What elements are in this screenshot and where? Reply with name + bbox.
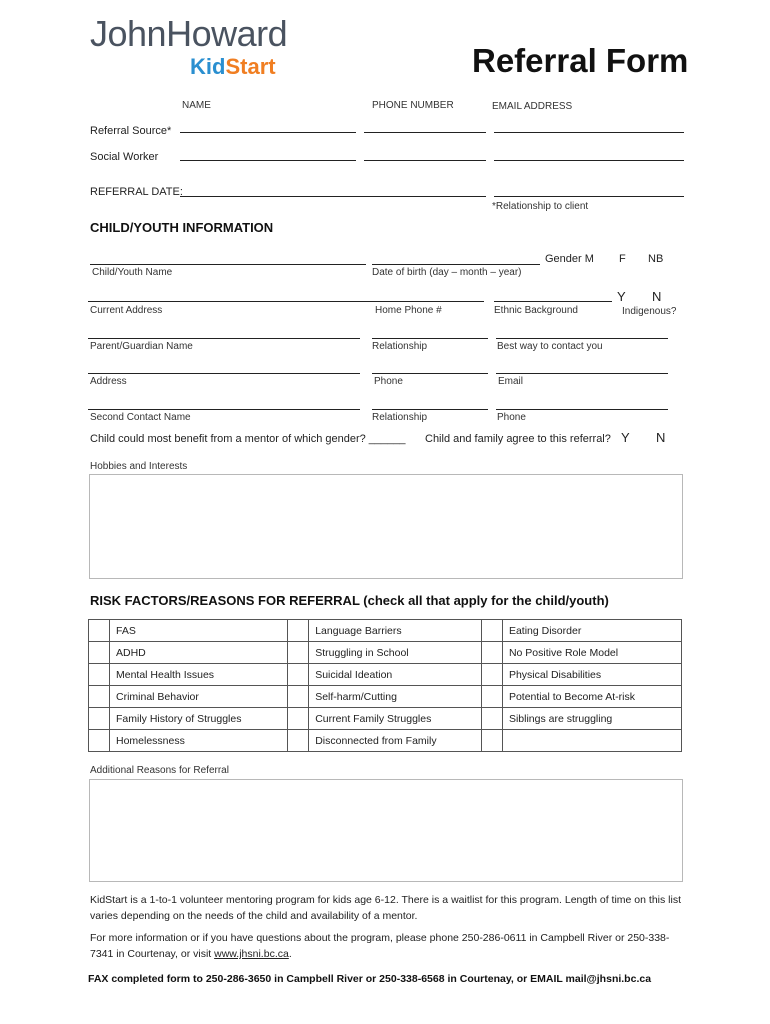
logo-kidstart [190,56,276,78]
risk-checkbox[interactable] [89,708,110,730]
hobbies-label: Hobbies and Interests [90,461,188,472]
col-phone: PHONE NUMBER [372,100,454,111]
home-phone-label: Home Phone # [375,305,442,316]
risk-checkbox[interactable] [89,642,110,664]
risk-label: Potential to Become At-risk [502,686,681,708]
referral-source-email-field[interactable] [494,132,684,133]
risk-checkbox[interactable] [89,686,110,708]
additional-reasons-label: Additional Reasons for Referral [90,765,229,776]
additional-reasons-textarea[interactable] [89,779,683,882]
social-worker-label: Social Worker [90,151,159,163]
risk-row [89,642,682,664]
risk-label: Homelessness [110,730,288,752]
referral-source-phone-field[interactable] [364,132,486,133]
ethnic-background-label: Ethnic Background [494,305,578,316]
agree-question: Child and family agree to this referral? [425,433,611,445]
contact-info [90,930,684,962]
logo-start: Start [225,54,276,79]
contact-info-text: For more information or if you have questions about the program, please phone 250-286-0611 in Campbell River or 250-338-7341 in Courtenay, or visit [90,932,670,960]
agree-n-option[interactable]: N [656,430,666,445]
risk-factors-table [88,619,682,752]
second-relationship-field[interactable] [372,409,488,410]
risk-checkbox[interactable] [89,730,110,752]
best-way-field[interactable] [496,338,668,339]
referral-date-label: REFERRAL DATE: [90,186,183,198]
risk-checkbox[interactable] [481,664,502,686]
risk-checkbox[interactable] [288,620,309,642]
second-phone-label: Phone [497,412,526,423]
referral-date-field[interactable] [180,196,486,197]
parent-name-label: Parent/Guardian Name [90,341,193,352]
current-address-field[interactable] [88,301,484,302]
risk-label: Suicidal Ideation [309,664,482,686]
logo-kid: Kid [190,54,226,79]
risk-checkbox[interactable] [481,686,502,708]
parent-relationship-field[interactable] [372,338,488,339]
parent-name-field[interactable] [88,338,360,339]
risk-checkbox[interactable] [89,620,110,642]
child-youth-heading: CHILD/YOUTH INFORMATION [90,220,274,235]
second-contact-field[interactable] [88,409,360,410]
risk-label: Language Barriers [309,620,482,642]
hobbies-textarea[interactable] [89,474,683,579]
risk-checkbox[interactable] [481,620,502,642]
ethnic-background-field[interactable] [494,301,612,302]
risk-label: Mental Health Issues [110,664,288,686]
program-description: KidStart is a 1-to-1 volunteer mentoring program for kids age 6-12. There is a waitlist for this program. Length of time on this list varies depending on the needs of the child and availability of a mentor. [90,894,681,922]
email-field[interactable] [496,373,668,374]
risk-checkbox[interactable] [288,642,309,664]
relationship-note: *Relationship to client [492,201,589,212]
child-name-label: Child/Youth Name [92,267,173,278]
address-label: Address [90,376,127,387]
phone-label: Phone [374,376,403,387]
risk-checkbox[interactable] [89,664,110,686]
gender-f-option[interactable]: F [619,253,626,265]
second-relationship-label: Relationship [372,412,428,423]
best-way-label: Best way to contact you [497,341,603,352]
risk-label: Eating Disorder [502,620,681,642]
indigenous-n-option[interactable]: N [652,289,662,304]
indigenous-y-option[interactable]: Y [617,289,626,304]
col-name: NAME [182,100,211,111]
social-worker-phone-field[interactable] [364,160,486,161]
risk-label: No Positive Role Model [502,642,681,664]
social-worker-name-field[interactable] [180,160,356,161]
risk-label: FAS [110,620,288,642]
referral-source-name-field[interactable] [180,132,356,133]
indigenous-label: Indigenous? [622,306,677,317]
fax-instructions: FAX completed form to 250-286-3650 in Campbell River or 250-338-6568 in Courtenay, or EMAIL mail@jhsni.bc.ca [88,973,652,985]
risk-checkbox[interactable] [288,730,309,752]
mentor-gender-question: Child could most benefit from a mentor of which gender? ______ [90,433,406,445]
risk-label: Criminal Behavior [110,686,288,708]
relationship-to-client-field[interactable] [494,196,684,197]
risk-checkbox[interactable] [288,664,309,686]
page-title: Referral Form [472,42,689,79]
current-address-label: Current Address [90,305,163,316]
risk-row [89,620,682,642]
logo-johnhoward: JohnHoward [90,13,288,54]
address-field[interactable] [88,373,360,374]
second-phone-field[interactable] [496,409,668,410]
website-link[interactable]: www.jhsni.bc.ca [214,948,289,960]
risk-label: Disconnected from Family [309,730,482,752]
risk-checkbox[interactable] [481,708,502,730]
dob-field[interactable] [372,264,540,265]
agree-y-option[interactable]: Y [621,430,630,445]
risk-checkbox[interactable] [481,642,502,664]
risk-row [89,730,682,752]
risk-checkbox[interactable] [288,686,309,708]
risk-label: Struggling in School [309,642,482,664]
risk-checkbox[interactable] [288,708,309,730]
social-worker-email-field[interactable] [494,160,684,161]
risk-row [89,708,682,730]
risk-label: Siblings are struggling [502,708,681,730]
risk-label: ADHD [110,642,288,664]
risk-label [502,730,681,752]
child-name-field[interactable] [90,264,366,265]
risk-label: Self-harm/Cutting [309,686,482,708]
referral-source-label: Referral Source* [90,125,172,137]
risk-row [89,664,682,686]
contact-info-end: . [288,948,292,960]
risk-row [89,686,682,708]
risk-label: Family History of Struggles [110,708,288,730]
col-email: EMAIL ADDRESS [492,101,573,112]
risk-label: Current Family Struggles [309,708,482,730]
risk-heading: RISK FACTORS/REASONS FOR REFERRAL (check all that apply for the child/youth) [90,593,609,608]
phone-field[interactable] [372,373,488,374]
gender-label: Gender M [545,253,594,265]
second-contact-label: Second Contact Name [90,412,191,423]
gender-nb-option[interactable]: NB [648,253,664,265]
risk-label: Physical Disabilities [502,664,681,686]
risk-checkbox[interactable] [481,730,502,752]
dob-label: Date of birth (day – month – year) [372,267,522,278]
relationship-label: Relationship [372,341,428,352]
email-label: Email [498,376,524,387]
